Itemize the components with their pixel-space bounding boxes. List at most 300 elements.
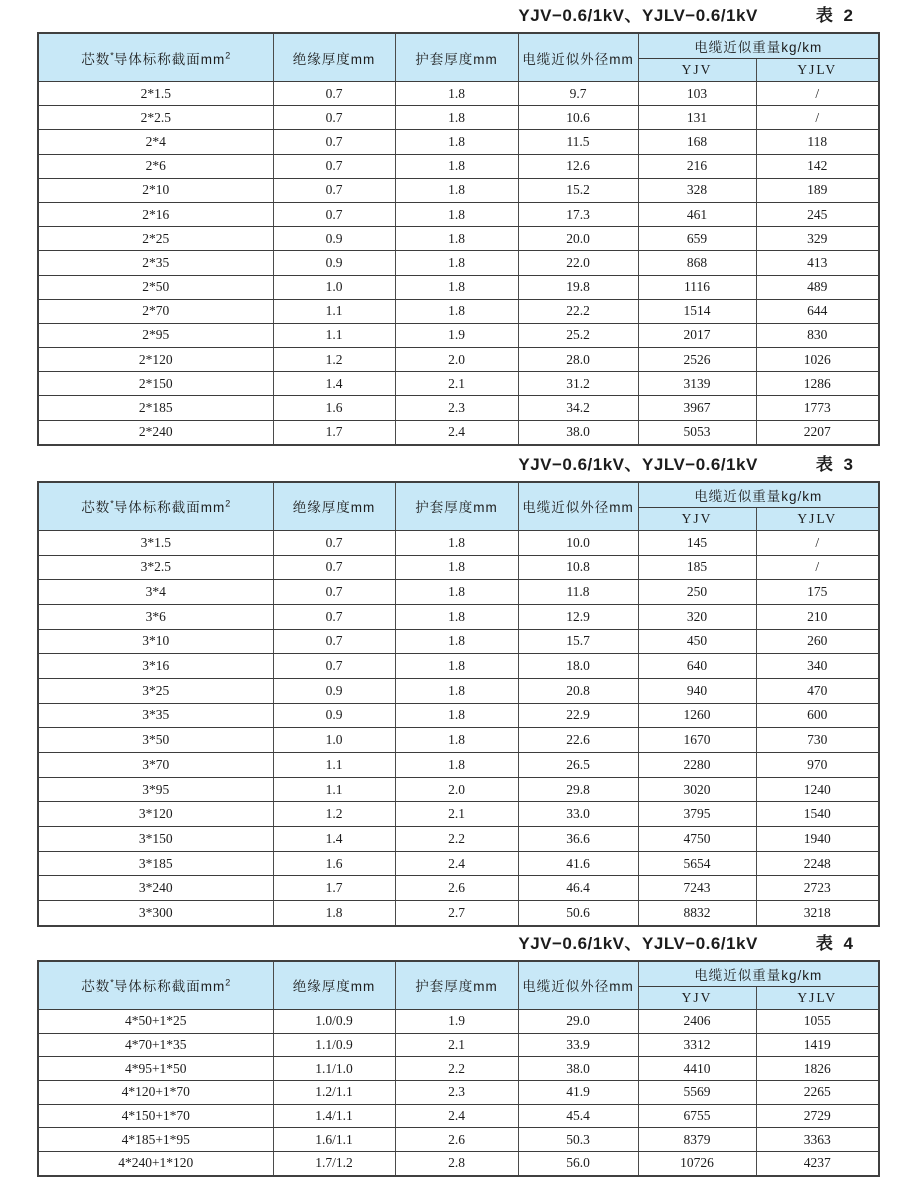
table-row [38,777,879,802]
table-row [38,130,879,154]
spec-cell: 2*10 [38,178,273,202]
col-header-weight-group: 电缆近似重量kg/km [638,961,879,987]
value-cell: 1.8 [273,901,395,926]
value-cell: 0.7 [273,580,395,605]
spec-cell: 2*35 [38,251,273,275]
value-cell: 34.2 [518,396,638,420]
table-row [38,178,879,202]
value-cell: 1286 [756,372,879,396]
value-cell: 50.6 [518,901,638,926]
col-header-yjlv: YJLV [756,507,879,530]
value-cell: 1.7 [273,876,395,901]
value-cell: 0.9 [273,251,395,275]
table-title-row [37,934,878,954]
value-cell: 0.7 [273,82,395,106]
value-cell: 1.6 [273,851,395,876]
value-cell: 640 [638,654,756,679]
col-header-insulation: 绝缘厚度mm [273,961,395,1010]
value-cell: 1.8 [395,555,518,580]
spec-cell: 3*2.5 [38,555,273,580]
value-cell: 2207 [756,420,879,445]
spec-cell: 2*120 [38,348,273,372]
table-row [38,728,879,753]
value-cell: 2.1 [395,1033,518,1057]
value-cell: 3967 [638,396,756,420]
value-cell: 210 [756,604,879,629]
value-cell: 38.0 [518,1057,638,1081]
table-label: 表 2 [815,6,856,25]
table-row [38,827,879,852]
value-cell: 145 [638,530,756,555]
table-row [38,654,879,679]
value-cell: 2.0 [395,348,518,372]
value-cell: 20.0 [518,227,638,251]
col-header-yjlv: YJLV [756,59,879,82]
value-cell: 1773 [756,396,879,420]
value-cell: 5053 [638,420,756,445]
spec-cell: 3*10 [38,629,273,654]
value-cell: 3312 [638,1033,756,1057]
value-cell: 1.0/0.9 [273,1009,395,1033]
value-cell: 0.7 [273,604,395,629]
spec-cell: 4*240+1*120 [38,1151,273,1175]
value-cell: 5654 [638,851,756,876]
spec-cell: 4*70+1*35 [38,1033,273,1057]
value-cell: 2.8 [395,1151,518,1175]
value-cell: 118 [756,130,879,154]
value-cell: 1.7 [273,420,395,445]
table-row [38,703,879,728]
value-cell: 260 [756,629,879,654]
col-header-diameter: 电缆近似外径mm [518,961,638,1010]
value-cell: 11.8 [518,580,638,605]
value-cell: 2.3 [395,1080,518,1104]
value-cell: 2406 [638,1009,756,1033]
value-cell: 1.8 [395,629,518,654]
value-cell: 56.0 [518,1151,638,1175]
table-row [38,275,879,299]
value-cell: 0.7 [273,202,395,226]
value-cell: 41.9 [518,1080,638,1104]
value-cell: 470 [756,678,879,703]
spec-cell: 3*95 [38,777,273,802]
table-row [38,323,879,347]
value-cell: 15.7 [518,629,638,654]
table-row [38,1009,879,1033]
value-cell: 1.9 [395,323,518,347]
spec-cell: 3*150 [38,827,273,852]
value-cell: 1.8 [395,530,518,555]
value-cell: 0.9 [273,703,395,728]
table-row [38,1128,879,1152]
value-cell: 1.2 [273,802,395,827]
value-cell: 216 [638,154,756,178]
value-cell: 1.8 [395,703,518,728]
value-cell: 1.2 [273,348,395,372]
value-cell: 1540 [756,802,879,827]
table-row [38,1151,879,1175]
spec-cell: 3*16 [38,654,273,679]
table-body [38,1009,879,1175]
value-cell: 2.1 [395,802,518,827]
spec-cell: 3*4 [38,580,273,605]
table-row [38,202,879,226]
value-cell: 3795 [638,802,756,827]
table-row [38,555,879,580]
value-cell: 2.4 [395,420,518,445]
value-cell: 1826 [756,1057,879,1081]
value-cell: 1260 [638,703,756,728]
value-cell: 46.4 [518,876,638,901]
spec-table-3 [37,481,880,927]
value-cell: 0.7 [273,555,395,580]
spec-cell: 2*6 [38,154,273,178]
value-cell: 2.3 [395,396,518,420]
value-cell: 17.3 [518,202,638,226]
value-cell: 328 [638,178,756,202]
value-cell: 250 [638,580,756,605]
value-cell: 3139 [638,372,756,396]
table-row [38,372,879,396]
value-cell: 0.7 [273,130,395,154]
value-cell: 0.7 [273,154,395,178]
table-row [38,580,879,605]
value-cell: 36.6 [518,827,638,852]
value-cell: 2723 [756,876,879,901]
col-header-spec: 芯数*导体标称截面$mm^2$ [38,33,273,82]
col-header-insulation: 绝缘厚度mm [273,33,395,82]
value-cell: 940 [638,678,756,703]
value-cell: 1670 [638,728,756,753]
table-row [38,876,879,901]
table-row [38,753,879,778]
value-cell: / [756,530,879,555]
value-cell: 9.7 [518,82,638,106]
value-cell: 1.0 [273,728,395,753]
value-cell: / [756,106,879,130]
value-cell: 10726 [638,1151,756,1175]
value-cell: 1.8 [395,227,518,251]
value-cell: 1.8 [395,154,518,178]
value-cell: 2.4 [395,851,518,876]
table-row [38,629,879,654]
value-cell: 20.8 [518,678,638,703]
value-cell: 22.2 [518,299,638,323]
value-cell: 18.0 [518,654,638,679]
col-header-insulation: 绝缘厚度mm [273,482,395,531]
table-row [38,1033,879,1057]
value-cell: 10.6 [518,106,638,130]
value-cell: 1.8 [395,130,518,154]
table-row [38,251,879,275]
value-cell: 2248 [756,851,879,876]
value-cell: 1419 [756,1033,879,1057]
spec-cell: 2*1.5 [38,82,273,106]
value-cell: 2017 [638,323,756,347]
value-cell: 320 [638,604,756,629]
value-cell: 142 [756,154,879,178]
value-cell: 1.8 [395,178,518,202]
table-title: YJV−0.6/1kV、YJLV−0.6/1kV [518,454,758,474]
value-cell: 1.8 [395,580,518,605]
value-cell: 489 [756,275,879,299]
value-cell: 868 [638,251,756,275]
col-header-diameter: 电缆近似外径mm [518,33,638,82]
table-row [38,851,879,876]
value-cell: 41.6 [518,851,638,876]
col-header-yjlv: YJLV [756,986,879,1009]
value-cell: 0.7 [273,106,395,130]
value-cell: 1.8 [395,678,518,703]
value-cell: 2.6 [395,876,518,901]
spec-cell: 3*300 [38,901,273,926]
value-cell: 2.4 [395,1104,518,1128]
value-cell: 8379 [638,1128,756,1152]
value-cell: 329 [756,227,879,251]
value-cell: 413 [756,251,879,275]
spec-cell: 2*50 [38,275,273,299]
value-cell: 7243 [638,876,756,901]
table-title-row [37,6,878,26]
spec-cell: 4*185+1*95 [38,1128,273,1152]
value-cell: 0.7 [273,654,395,679]
spec-table-2 [37,32,880,446]
value-cell: 2.7 [395,901,518,926]
value-cell: 1940 [756,827,879,852]
table-row [38,348,879,372]
value-cell: 26.5 [518,753,638,778]
value-cell: 4410 [638,1057,756,1081]
spec-cell: 3*240 [38,876,273,901]
value-cell: 11.5 [518,130,638,154]
table-row [38,396,879,420]
value-cell: 168 [638,130,756,154]
spec-cell: 3*120 [38,802,273,827]
spec-cell: 4*150+1*70 [38,1104,273,1128]
section-gap [37,927,878,934]
table-row [38,420,879,445]
table-section-2 [37,6,878,446]
spec-cell: 2*16 [38,202,273,226]
value-cell: 1.1/0.9 [273,1033,395,1057]
value-cell: 19.8 [518,275,638,299]
value-cell: 12.9 [518,604,638,629]
value-cell: 245 [756,202,879,226]
value-cell: 15.2 [518,178,638,202]
value-cell: 461 [638,202,756,226]
value-cell: 0.7 [273,629,395,654]
table-section-4 [37,934,878,1177]
value-cell: 1240 [756,777,879,802]
value-cell: 1.2/1.1 [273,1080,395,1104]
value-cell: 1055 [756,1009,879,1033]
value-cell: 2.1 [395,372,518,396]
value-cell: 10.8 [518,555,638,580]
value-cell: 6755 [638,1104,756,1128]
value-cell: 1.8 [395,654,518,679]
value-cell: 3218 [756,901,879,926]
value-cell: 2.0 [395,777,518,802]
value-cell: 0.7 [273,178,395,202]
table-row [38,227,879,251]
value-cell: 1.1 [273,299,395,323]
value-cell: 1.8 [395,202,518,226]
table-row [38,901,879,926]
value-cell: 2.2 [395,1057,518,1081]
value-cell: 0.7 [273,530,395,555]
col-header-sheath: 护套厚度mm [395,961,518,1010]
value-cell: 1.8 [395,82,518,106]
value-cell: 644 [756,299,879,323]
spec-cell: 2*2.5 [38,106,273,130]
value-cell: 2526 [638,348,756,372]
value-cell: 1.4 [273,827,395,852]
table-row [38,604,879,629]
value-cell: 1.8 [395,106,518,130]
value-cell: 29.0 [518,1009,638,1033]
value-cell: 830 [756,323,879,347]
table-title-row [37,455,878,475]
value-cell: 1.9 [395,1009,518,1033]
value-cell: 340 [756,654,879,679]
value-cell: 1.1 [273,753,395,778]
value-cell: 1026 [756,348,879,372]
value-cell: 189 [756,178,879,202]
col-header-spec: 芯数*导体标称截面$mm^2$ [38,961,273,1010]
value-cell: 1.1 [273,777,395,802]
table-row [38,1057,879,1081]
value-cell: 45.4 [518,1104,638,1128]
value-cell: / [756,555,879,580]
table-row [38,678,879,703]
value-cell: 33.0 [518,802,638,827]
col-header-sheath: 护套厚度mm [395,33,518,82]
value-cell: 730 [756,728,879,753]
value-cell: 4750 [638,827,756,852]
value-cell: 1.8 [395,251,518,275]
col-header-yjv: YJV [638,507,756,530]
value-cell: 2.6 [395,1128,518,1152]
col-header-yjv: YJV [638,986,756,1009]
value-cell: 0.9 [273,227,395,251]
value-cell: 10.0 [518,530,638,555]
value-cell: 33.9 [518,1033,638,1057]
value-cell: 22.0 [518,251,638,275]
spec-cell: 2*70 [38,299,273,323]
table-row [38,1104,879,1128]
value-cell: 1.1/1.0 [273,1057,395,1081]
spec-cell: 2*4 [38,130,273,154]
spec-cell: 2*185 [38,396,273,420]
value-cell: 1.8 [395,275,518,299]
value-cell: 29.8 [518,777,638,802]
value-cell: 2265 [756,1080,879,1104]
value-cell: 450 [638,629,756,654]
value-cell: 131 [638,106,756,130]
value-cell: 600 [756,703,879,728]
value-cell: 103 [638,82,756,106]
spec-cell: 4*95+1*50 [38,1057,273,1081]
value-cell: 1.7/1.2 [273,1151,395,1175]
col-header-weight-group: 电缆近似重量kg/km [638,482,879,508]
spec-cell: 2*25 [38,227,273,251]
table-section-3 [37,455,878,927]
table-title: YJV−0.6/1kV、YJLV−0.6/1kV [518,6,758,25]
value-cell: 175 [756,580,879,605]
spec-table-4 [37,960,880,1177]
table-label: 表 4 [815,933,856,953]
table-row [38,154,879,178]
value-cell: 3363 [756,1128,879,1152]
spec-cell: 3*1.5 [38,530,273,555]
table-label: 表 3 [815,454,856,474]
section-gap [37,446,878,455]
col-header-weight-group: 电缆近似重量kg/km [638,33,879,59]
table-title: YJV−0.6/1kV、YJLV−0.6/1kV [518,933,758,953]
spec-cell: 3*25 [38,678,273,703]
value-cell: 1.6 [273,396,395,420]
value-cell: 1.4/1.1 [273,1104,395,1128]
col-header-spec: 芯数*导体标称截面$mm^2$ [38,482,273,531]
table-body [38,82,879,445]
spec-cell: 3*35 [38,703,273,728]
value-cell: 22.9 [518,703,638,728]
col-header-diameter: 电缆近似外径mm [518,482,638,531]
table-row [38,802,879,827]
value-cell: / [756,82,879,106]
value-cell: 5569 [638,1080,756,1104]
value-cell: 1.1 [273,323,395,347]
value-cell: 8832 [638,901,756,926]
spec-cell: 4*120+1*70 [38,1080,273,1104]
value-cell: 1.6/1.1 [273,1128,395,1152]
value-cell: 970 [756,753,879,778]
spec-cell: 3*6 [38,604,273,629]
value-cell: 1514 [638,299,756,323]
value-cell: 22.6 [518,728,638,753]
table-row [38,299,879,323]
value-cell: 1.8 [395,728,518,753]
value-cell: 4237 [756,1151,879,1175]
spec-cell: 3*185 [38,851,273,876]
spec-cell: 3*70 [38,753,273,778]
value-cell: 1116 [638,275,756,299]
value-cell: 12.6 [518,154,638,178]
value-cell: 25.2 [518,323,638,347]
value-cell: 2729 [756,1104,879,1128]
spec-cell: 4*50+1*25 [38,1009,273,1033]
value-cell: 28.0 [518,348,638,372]
value-cell: 659 [638,227,756,251]
table-body [38,530,879,926]
col-header-yjv: YJV [638,59,756,82]
value-cell: 1.8 [395,604,518,629]
value-cell: 38.0 [518,420,638,445]
spec-cell: 3*50 [38,728,273,753]
table-row [38,106,879,130]
value-cell: 0.9 [273,678,395,703]
value-cell: 2.2 [395,827,518,852]
spec-cell: 2*240 [38,420,273,445]
value-cell: 1.0 [273,275,395,299]
spec-cell: 2*150 [38,372,273,396]
value-cell: 1.8 [395,753,518,778]
value-cell: 1.8 [395,299,518,323]
spec-cell: 2*95 [38,323,273,347]
table-row [38,530,879,555]
value-cell: 1.4 [273,372,395,396]
value-cell: 185 [638,555,756,580]
